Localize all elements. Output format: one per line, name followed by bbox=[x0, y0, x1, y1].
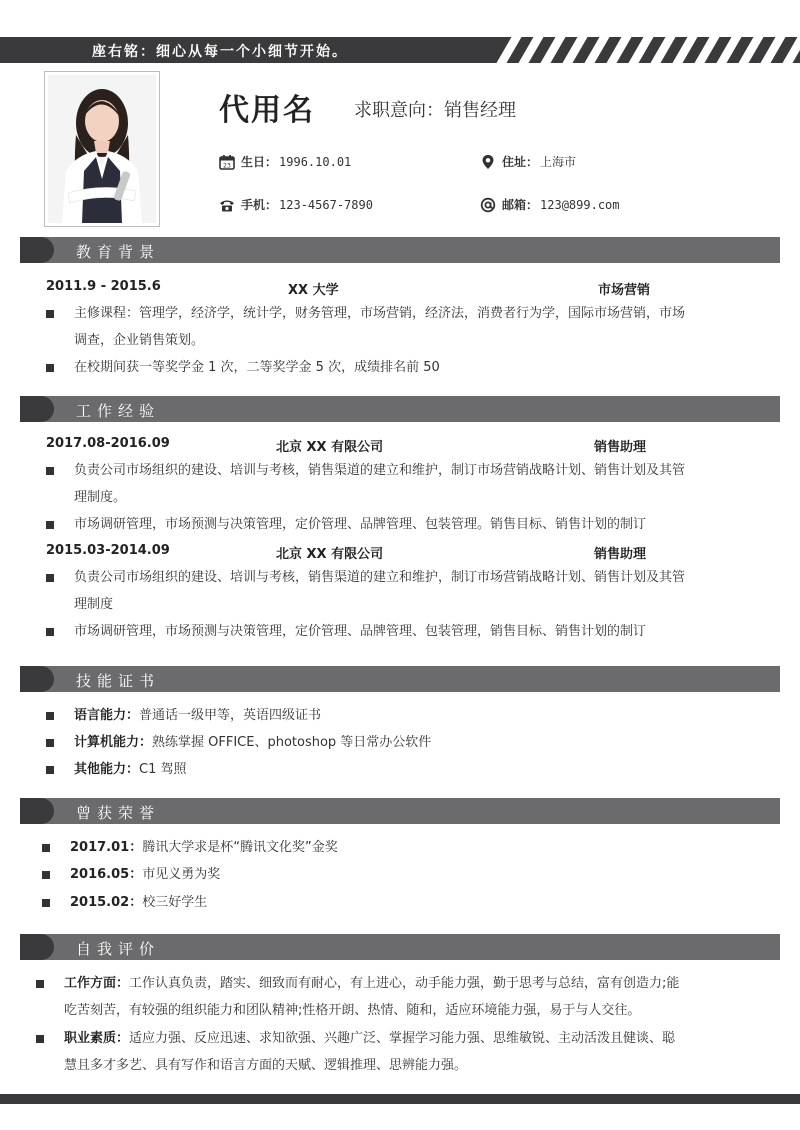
job-role: 销售助理 bbox=[594, 440, 647, 455]
job-period: 2015.03-2014.09 bbox=[46, 543, 170, 558]
section-skills bbox=[20, 666, 780, 692]
list-item: 在校期间获一等奖学金 1 次，二等奖学金 5 次，成绩排名前 50 bbox=[46, 354, 440, 381]
motto-bar bbox=[0, 37, 800, 63]
section-title: 技能证书 bbox=[76, 672, 161, 690]
job-period: 2017.08-2016.09 bbox=[46, 436, 170, 451]
job-intent: 求职意向：销售经理 bbox=[354, 100, 516, 121]
calendar-icon bbox=[219, 154, 235, 170]
motto-text: 座右铭：细心从每一个小细节开始。 bbox=[92, 44, 348, 60]
section-title: 自我评价 bbox=[76, 940, 161, 958]
list-item: 2015.02：校三好学生 bbox=[42, 889, 207, 916]
section-education bbox=[20, 237, 780, 263]
list-item: 计算机能力：熟练掌握 OFFICE、photoshop 等日常办公软件 bbox=[46, 729, 431, 756]
phone-icon bbox=[219, 197, 235, 213]
svg-text:23: 23 bbox=[223, 162, 231, 169]
job-company: 北京 XX 有限公司 bbox=[276, 547, 384, 562]
birth-info bbox=[219, 153, 351, 170]
email-info bbox=[480, 196, 620, 213]
at-icon bbox=[480, 197, 496, 213]
email-label: 邮箱： bbox=[502, 198, 539, 212]
list-item: 市场调研管理，市场预测与决策管理，定价管理、品牌管理、包装管理，销售目标、销售计划的制订 bbox=[46, 618, 646, 645]
section-honors bbox=[20, 798, 780, 824]
list-item: 语言能力：普通话一级甲等，英语四级证书 bbox=[46, 702, 321, 729]
list-item: 其他能力：C1 驾照 bbox=[46, 756, 187, 783]
job-role: 销售助理 bbox=[594, 547, 647, 562]
section-title: 工作经验 bbox=[76, 402, 161, 420]
list-item: 主修课程：管理学，经济学，统计学，财务管理，市场营销，经济法，消费者行为学，国际市场营销，市场 调查，企业销售策划。 bbox=[46, 300, 685, 354]
bottom-bar bbox=[0, 1094, 800, 1104]
phone-info bbox=[219, 196, 373, 213]
location-icon bbox=[480, 154, 496, 170]
stripe-decoration bbox=[490, 37, 800, 63]
section-self-evaluation bbox=[20, 934, 780, 960]
list-item: 2016.05：市见义勇为奖 bbox=[42, 861, 220, 888]
list-item: 负责公司市场组织的建设、培训与考核，销售渠道的建立和维护，制订市场营销战略计划、销售计划及其管 理制度 bbox=[46, 564, 685, 618]
address-value: 上海市 bbox=[540, 155, 577, 169]
edu-period: 2011.9 - 2015.6 bbox=[46, 279, 161, 294]
portrait-image bbox=[48, 75, 156, 223]
phone-label: 手机： bbox=[241, 198, 278, 212]
section-title: 教育背景 bbox=[76, 243, 161, 261]
phone-value: 123-4567-7890 bbox=[279, 197, 373, 212]
list-item: 工作方面：工作认真负责，踏实、细致而有耐心，有上进心，动手能力强，勤于思考与总结，富有创造力;能 吃苦刻苦，有较强的组织能力和团队精神;性格开朗、热情、随和，适应环境能力强，易于与人交往。 bbox=[36, 970, 679, 1024]
edu-major: 市场营销 bbox=[598, 283, 651, 298]
email-value: 123@899.com bbox=[540, 197, 620, 212]
list-item: 负责公司市场组织的建设、培训与考核，销售渠道的建立和维护，制订市场营销战略计划、销售计划及其管 理制度。 bbox=[46, 457, 685, 511]
edu-school: XX 大学 bbox=[288, 283, 339, 298]
address-info bbox=[480, 153, 576, 170]
list-item: 市场调研管理，市场预测与决策管理，定价管理、品牌管理、包装管理。销售目标、销售计划的制订 bbox=[46, 511, 646, 538]
birth-label: 生日： bbox=[241, 155, 278, 169]
address-label: 住址： bbox=[502, 155, 539, 169]
job-company: 北京 XX 有限公司 bbox=[276, 440, 384, 455]
birth-value: 1996.10.01 bbox=[279, 154, 352, 169]
section-title: 曾获荣誉 bbox=[76, 804, 161, 822]
applicant-name: 代用名 bbox=[219, 93, 315, 128]
list-item: 2017.01：腾讯大学求是杯“腾讯文化奖”金奖 bbox=[42, 834, 338, 861]
section-work bbox=[20, 396, 780, 422]
list-item: 职业素质：适应力强、反应迅速、求知欲强、兴趣广泛、掌握学习能力强、思维敏锐、主动活泼且健谈、聪 慧且多才多艺、具有写作和语言方面的天赋、逻辑推理、思辨能力强。 bbox=[36, 1025, 675, 1079]
profile-photo bbox=[44, 71, 160, 227]
